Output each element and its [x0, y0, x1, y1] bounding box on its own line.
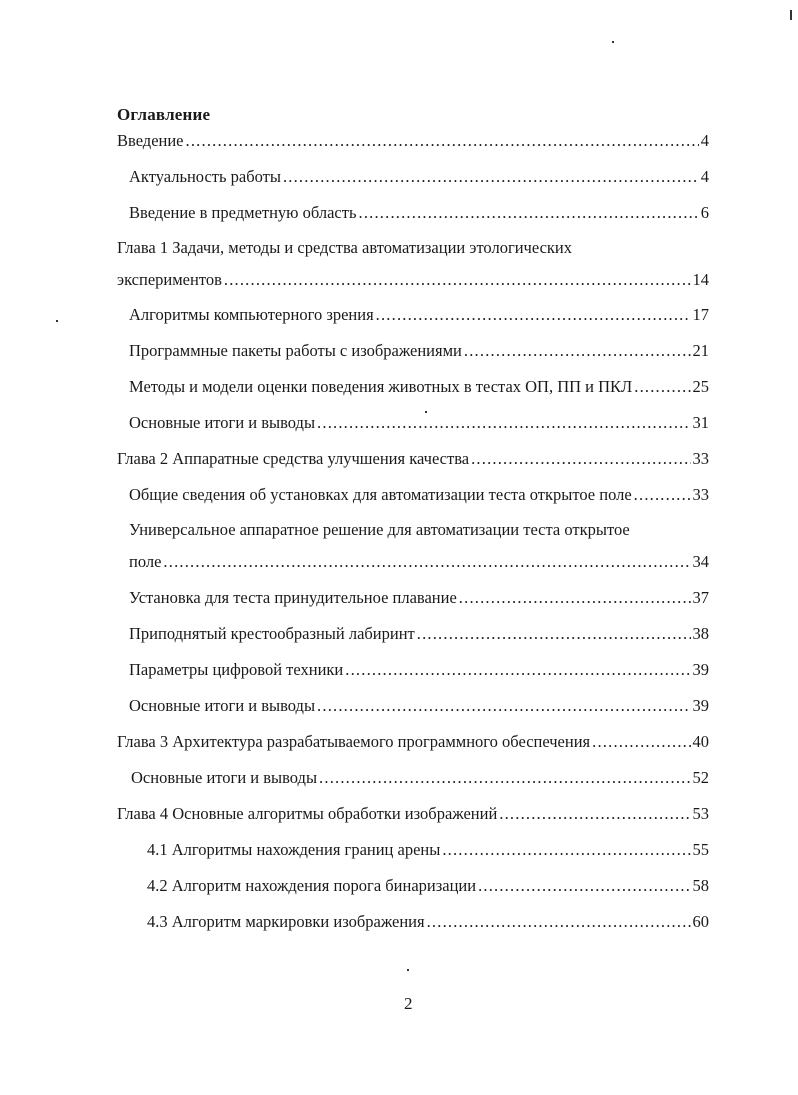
toc-entry: [147, 912, 709, 932]
toc-entry-page: 55: [692, 840, 709, 859]
leader-dots: [376, 305, 691, 325]
toc-entry-text: Общие сведения об установках для автоматизации теста открытое поле: [129, 485, 632, 504]
leader-dots: [317, 696, 690, 716]
toc-entry-text: Глава 2 Аппаратные средства улучшения качества: [117, 449, 470, 468]
leader-dots: [359, 203, 699, 223]
toc-entry-page: 6: [700, 203, 709, 222]
toc-entry-page: 60: [692, 912, 709, 931]
toc-title: Оглавление: [117, 105, 211, 124]
toc-entry-text: Введение в предметную область: [129, 203, 357, 222]
scan-speck: [612, 41, 614, 43]
leader-dots: [283, 167, 699, 187]
toc-entry: [147, 876, 709, 896]
toc-entry: [129, 413, 709, 433]
scan-speck: [407, 969, 409, 971]
toc-entry-text: Приподнятый крестообразный лабиринт: [129, 624, 415, 643]
toc-entry-page: 17: [692, 305, 709, 324]
toc-entry-text: Алгоритмы компьютерного зрения: [129, 305, 374, 324]
toc-entry: [129, 588, 709, 608]
toc-entry-page: 34: [692, 552, 709, 571]
toc-entry-text: Глава 4 Основные алгоритмы обработки изображений: [117, 804, 498, 823]
toc-entry-page: 14: [692, 270, 709, 289]
leader-dots: [478, 876, 690, 896]
toc-entry: [129, 377, 709, 397]
toc-entry-text: Универсальное аппаратное решение для автоматизации теста открытое: [129, 520, 630, 539]
leader-dots: [634, 377, 690, 397]
toc-entry-text: Программные пакеты работы с изображениями: [129, 341, 462, 360]
toc-entry: [129, 696, 709, 716]
leader-dots: [417, 624, 691, 644]
toc-entry-page: 52: [692, 768, 709, 787]
leader-dots: [471, 449, 690, 469]
toc-entry-page: 33: [692, 449, 709, 468]
toc-entry-page: 31: [692, 413, 709, 432]
scan-speck: [790, 10, 792, 20]
toc-entry: [129, 341, 709, 361]
toc-entry-page: 33: [692, 485, 709, 504]
toc-entry-page: 39: [692, 696, 709, 715]
toc-entry: [117, 131, 709, 151]
toc-entry-text: Глава 1 Задачи, методы и средства автоматизации этологических: [117, 238, 572, 257]
toc-entry-page: 39: [692, 660, 709, 679]
toc-entry-text: Основные итоги и выводы: [129, 413, 316, 432]
toc-entry-text: Методы и модели оценки поведения животных в тестах ОП, ПП и ПКЛ: [129, 377, 633, 396]
toc-entry-page: 40: [692, 732, 709, 751]
leader-dots: [634, 485, 691, 505]
toc-entry-text: Установка для теста принудительное плавание: [129, 588, 457, 607]
toc-entry: [147, 840, 709, 860]
toc-entry: [117, 270, 709, 290]
toc-entry-page: 53: [692, 804, 709, 823]
toc-entry: [129, 305, 709, 325]
scan-speck: [425, 411, 427, 413]
toc-entry-text: Основные итоги и выводы: [131, 768, 318, 787]
toc-entry: [131, 768, 709, 788]
leader-dots: [186, 131, 699, 151]
toc-entry: [129, 660, 709, 680]
leader-dots: [442, 840, 690, 860]
leader-dots: [317, 413, 690, 433]
leader-dots: [319, 768, 690, 788]
toc-entry-text: 4.2 Алгоритм нахождения порога бинаризации: [147, 876, 477, 895]
leader-dots: [499, 804, 690, 824]
scan-speck: [56, 320, 58, 322]
leader-dots: [345, 660, 690, 680]
toc-entry-page: 4: [700, 167, 709, 186]
toc-entry-text: Актуальность работы: [129, 167, 281, 186]
toc-entry: [129, 485, 709, 505]
toc-entry-text: поле: [129, 552, 162, 571]
toc-entry-page: 21: [692, 341, 709, 360]
leader-dots: [224, 270, 691, 290]
toc-entry-page: 38: [692, 624, 709, 643]
toc-entry: [129, 624, 709, 644]
leader-dots: [592, 732, 690, 752]
toc-entry-text: 4.3 Алгоритм маркировки изображения: [147, 912, 425, 931]
toc-entry: [117, 449, 709, 469]
toc-entry: [117, 804, 709, 824]
toc-entry-page: 25: [692, 377, 709, 396]
toc-entry-page: 37: [692, 588, 709, 607]
toc-entry: [129, 203, 709, 223]
page-number: 2: [404, 994, 413, 1013]
toc-entry-page: 58: [692, 876, 709, 895]
leader-dots: [459, 588, 691, 608]
toc-entry-text: Параметры цифровой техники: [129, 660, 344, 679]
leader-dots: [464, 341, 691, 361]
leader-dots: [427, 912, 691, 932]
toc-entry-text: экспериментов: [117, 270, 222, 289]
toc-entry-text: Введение: [117, 131, 184, 150]
toc-entry: [129, 552, 709, 572]
toc-entry-text: 4.1 Алгоритмы нахождения границ арены: [147, 840, 441, 859]
toc-entry-text: Основные итоги и выводы: [129, 696, 316, 715]
toc-entry: [129, 167, 709, 187]
leader-dots: [163, 552, 690, 572]
toc-entry-page: 4: [700, 131, 709, 150]
toc-entry: [117, 732, 709, 752]
toc-entry-text: Глава 3 Архитектура разрабатываемого программного обеспечения: [117, 732, 591, 751]
